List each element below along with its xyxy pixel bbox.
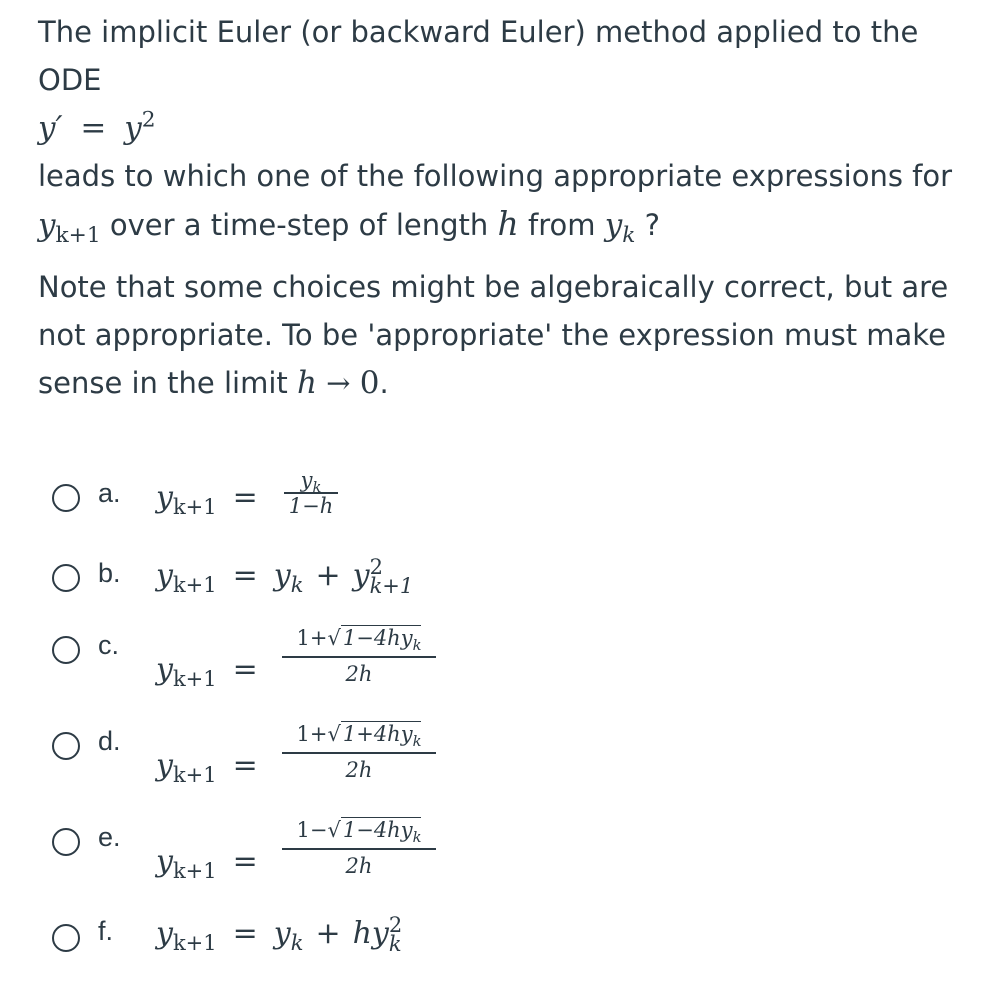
question-line-5-mid: over a time-step of length	[100, 208, 498, 242]
fraction-numerator: $1+√1-4hy_k$	[296, 626, 422, 655]
option-letter: b.	[98, 558, 121, 588]
radio-button-a[interactable]	[52, 484, 80, 512]
ode-rhs: y	[124, 110, 142, 146]
answer-options	[52, 460, 952, 984]
option-letter: a.	[98, 478, 121, 508]
y-k: $y_k$	[604, 207, 636, 249]
fraction-bar	[282, 752, 436, 754]
ode-equals: =	[80, 110, 107, 146]
note-line-3-text: sense in the limit	[38, 366, 297, 400]
ode-rhs-exponent: 2	[141, 107, 156, 133]
limit-period: .	[379, 366, 389, 400]
step-h: h	[497, 204, 519, 243]
question-text	[38, 8, 968, 407]
option-a-lhs: $y_{k+1}$ =	[156, 480, 258, 519]
option-d[interactable]	[52, 718, 952, 814]
radio-button-c[interactable]	[52, 636, 80, 664]
limit-arrow: →	[316, 366, 360, 400]
fraction-denominator: 1−h	[288, 494, 334, 518]
option-a-fraction	[284, 468, 338, 518]
limit-zero: 0	[359, 365, 380, 401]
option-d-lhs: $y_{k+1}$ =	[156, 748, 258, 787]
question-line-5	[38, 200, 968, 249]
note-line-3	[38, 359, 968, 407]
option-c-lhs: $y_{k+1}$ =	[156, 652, 258, 691]
radio-button-b[interactable]	[52, 564, 80, 592]
y-k-plus-1: $y_{k+1}$	[38, 207, 101, 249]
note-line-1: Note that some choices might be algebraically correct, but are	[38, 270, 949, 304]
option-f-equation: $y_{k+1} = y_k$ + hy 2 k	[156, 913, 403, 956]
option-f[interactable]	[52, 904, 952, 984]
radio-button-f[interactable]	[52, 924, 80, 952]
question-mark: ?	[635, 208, 660, 242]
radio-button-e[interactable]	[52, 828, 80, 856]
option-d-fraction	[282, 722, 436, 782]
option-letter: e.	[98, 822, 121, 852]
question-line-2: ODE	[38, 63, 102, 97]
fraction-denominator: 2h	[345, 854, 373, 878]
question-line-4: leads to which one of the following appropriate expressions for	[38, 159, 953, 193]
fraction-bar	[282, 656, 436, 658]
question-line-5-from: from	[518, 208, 605, 242]
option-e[interactable]	[52, 814, 952, 904]
option-letter: c.	[98, 630, 120, 660]
option-b[interactable]	[52, 540, 952, 622]
option-e-lhs: $y_{k+1}$ =	[156, 844, 258, 883]
note-line-2: not appropriate. To be 'appropriate' the expression must make	[38, 318, 946, 352]
ode-equation	[38, 104, 968, 152]
fraction-bar	[282, 848, 436, 850]
option-letter: d.	[98, 726, 121, 756]
fraction-numerator: $1+√1+4hy_k$	[296, 722, 422, 751]
fraction-denominator: 2h	[345, 662, 373, 686]
ode-lhs: y′	[38, 110, 63, 146]
radio-button-d[interactable]	[52, 732, 80, 760]
limit-h: h	[296, 365, 317, 401]
option-c-fraction	[282, 626, 436, 686]
fraction-numerator: $y_k$	[300, 468, 322, 497]
fraction-numerator: $1-√1-4hy_k$	[296, 818, 422, 847]
fraction-denominator: 2h	[345, 758, 373, 782]
option-e-fraction	[282, 818, 436, 878]
option-letter: f.	[98, 916, 114, 946]
option-b-equation: $y_{k+1} = y_k + y$ 2 k+1	[156, 555, 414, 598]
option-c[interactable]	[52, 622, 952, 718]
question-line-1: The implicit Euler (or backward Euler) method applied to the	[38, 15, 919, 49]
option-a[interactable]	[52, 460, 952, 540]
